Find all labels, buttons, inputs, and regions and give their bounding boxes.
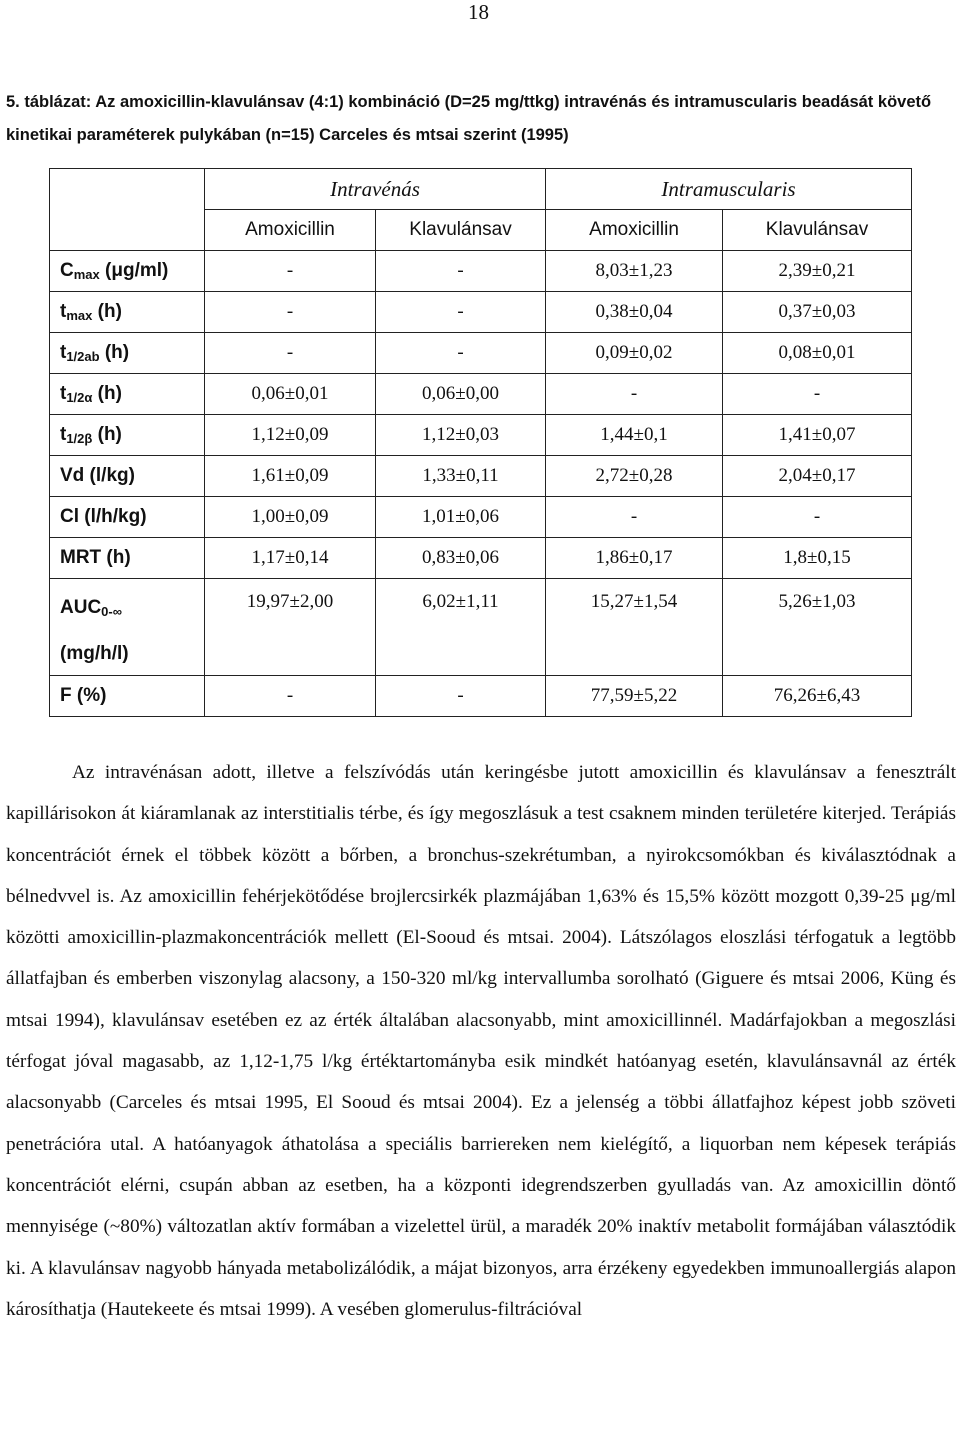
table-cell: 1,12±0,03	[376, 415, 546, 456]
table-cell: -	[376, 676, 546, 717]
table-caption: 5. táblázat: Az amoxicillin-klavulánsav (4:1) kombináció (D=25 mg/ttkg) intravénás és intramuscularis beadását követő kinetikai paraméterek pulykában (n=15) Carceles és mtsai szerint (1995)	[6, 93, 932, 144]
table-cell: -	[376, 292, 546, 333]
table-body	[50, 251, 912, 717]
table-cell: 2,39±0,21	[723, 251, 912, 292]
row-label-unit: (h)	[92, 424, 122, 445]
row-label-main: MRT (h)	[60, 547, 131, 568]
row-label	[50, 292, 205, 333]
row-label-main: t	[60, 383, 67, 404]
kinetic-parameters-table	[49, 168, 912, 717]
table-cell: 5,26±1,03	[723, 579, 912, 676]
table-group-header-row	[50, 169, 912, 210]
row-label-unit: (h)	[99, 342, 130, 363]
group-header-intravenous: Intravénás	[205, 169, 546, 210]
table-row	[50, 676, 912, 717]
table-cell: 0,38±0,04	[546, 292, 723, 333]
table-cell: 77,59±5,22	[546, 676, 723, 717]
table-cell: -	[376, 333, 546, 374]
sub-header-im-amoxicillin: Amoxicillin	[546, 210, 723, 251]
table-cell: -	[723, 374, 912, 415]
table-cell: 8,03±1,23	[546, 251, 723, 292]
table-cell: 1,12±0,09	[205, 415, 376, 456]
row-label-unit: (h)	[92, 301, 122, 322]
row-label-subscript: max	[66, 308, 93, 323]
table-cell: -	[723, 497, 912, 538]
table-row	[50, 415, 912, 456]
table-cell: 1,17±0,14	[205, 538, 376, 579]
row-label-unit: (μg/ml)	[99, 260, 169, 281]
row-label-main: F (%)	[60, 685, 107, 706]
table-cell: -	[205, 333, 376, 374]
row-label	[50, 333, 205, 374]
body-paragraph	[6, 752, 956, 1330]
row-label-main: AUC	[60, 597, 102, 618]
row-label-unit: (mg/h/l)	[60, 643, 129, 664]
row-label-main: t	[60, 424, 67, 445]
row-label-subscript: max	[73, 267, 100, 282]
table-cell: 1,86±0,17	[546, 538, 723, 579]
table-cell: -	[546, 497, 723, 538]
row-label-subscript: 1/2ab	[66, 349, 100, 364]
row-label	[50, 251, 205, 292]
row-label	[50, 497, 205, 538]
table-cell: 2,72±0,28	[546, 456, 723, 497]
table-cell: 2,04±0,17	[723, 456, 912, 497]
row-label-main: C	[60, 260, 74, 281]
page-number: 18	[468, 0, 489, 24]
table-cell: 1,33±0,11	[376, 456, 546, 497]
row-label	[50, 538, 205, 579]
table-row	[50, 579, 912, 676]
row-label	[50, 415, 205, 456]
table-cell: 0,06±0,01	[205, 374, 376, 415]
table-cell: 15,27±1,54	[546, 579, 723, 676]
table-cell: 6,02±1,11	[376, 579, 546, 676]
row-label-subscript: 0-∞	[101, 604, 122, 619]
row-label-unit: (h)	[92, 383, 122, 404]
table-cell: -	[205, 292, 376, 333]
row-label-main: t	[60, 301, 67, 322]
table-cell: 0,09±0,02	[546, 333, 723, 374]
row-label-main: t	[60, 342, 67, 363]
table-cell: -	[546, 374, 723, 415]
row-label	[50, 579, 205, 676]
table-cell: 1,8±0,15	[723, 538, 912, 579]
table-row	[50, 456, 912, 497]
table-corner-cell	[50, 169, 205, 251]
table-row	[50, 292, 912, 333]
sub-header-iv-amoxicillin: Amoxicillin	[205, 210, 376, 251]
group-header-intramuscular: Intramuscularis	[546, 169, 912, 210]
table-row	[50, 333, 912, 374]
row-label-subscript: 1/2β	[66, 431, 93, 446]
table-row	[50, 251, 912, 292]
table-row	[50, 374, 912, 415]
table-cell: 1,61±0,09	[205, 456, 376, 497]
table-cell: 76,26±6,43	[723, 676, 912, 717]
table-cell: 0,08±0,01	[723, 333, 912, 374]
table-cell: 0,06±0,00	[376, 374, 546, 415]
row-label-main: Vd (l/kg)	[60, 465, 135, 486]
table-cell: -	[376, 251, 546, 292]
table-cell: 19,97±2,00	[205, 579, 376, 676]
table-row	[50, 538, 912, 579]
table-cell: 0,83±0,06	[376, 538, 546, 579]
row-label-main: Cl (l/h/kg)	[60, 506, 147, 527]
row-label	[50, 374, 205, 415]
table-cell: 0,37±0,03	[723, 292, 912, 333]
table-cell: 1,41±0,07	[723, 415, 912, 456]
table-cell: 1,01±0,06	[376, 497, 546, 538]
row-label	[50, 676, 205, 717]
table-cell: 1,44±0,1	[546, 415, 723, 456]
sub-header-iv-clavulanic: Klavulánsav	[376, 210, 546, 251]
table-cell: 1,00±0,09	[205, 497, 376, 538]
row-label-subscript: 1/2α	[66, 390, 93, 405]
body-paragraph-text: Az intravénásan adott, illetve a felszívódás után keringésbe jutott amoxicillin és klavulánsav a fenesztrált kapillárisokon át kiáramlanak az interstitialis térbe, és így megoszlásuk a test csaknem minden területére kiterjed. Terápiás koncentrációt érnek el többek között a bőrben, a bronchus-szekrétumban, a nyirokcsomókban és kiválasztódnak a bélnedvvel is. Az amoxicillin fehérjekötődése brojlercsirkék plazmájában 1,63% és 15,5% között mozgott 0,39-25 μg/ml közötti amoxicillin-plazmakoncentrációk mellett (El-Sooud és mtsai. 2004). Látszólagos eloszlási térfogatuk a legtöbb állatfajban és emberben viszonylag alacsony, a 150-320 ml/kg intervallumba sorolható (Giguere és mtsai 2006, Küng és mtsai 1994), klavulánsav esetében ez az érték általában alacsonyabb, mint amoxicillinnél. Madárfajokban a megoszlási térfogat jóval magasabb, az 1,12-1,75 l/kg értéktartományba esik mindkét hatóanyag esetén, klavulánsavnál az érték alacsonyabb (Carceles és mtsai 1995, El Sooud és mtsai 2004). Ez a jelenség a többi állatfajhoz képest jobb szöveti penetrációra utal. A hatóanyagok áthatolása a speciális barriereken nem kielégítő, a liquorban nem képesek terápiás koncentrációt elérni, csupán abban az esetben, ha a központi idegrendszerben gyulladás van. Az amoxicillin döntő mennyisége (~80%) változatlan aktív formában a vizelettel ürül, a maradék 20% inaktív metabolit formájában választódik ki. A klavulánsav nagyobb hányada metabolizálódik, a májat bizonyos, arra érzékeny egyedekben immunoallergiás alapon károsíthatja (Hautekeete és mtsai 1999). A vesében glomerulus-filtrációval	[6, 762, 956, 1320]
sub-header-im-clavulanic: Klavulánsav	[723, 210, 912, 251]
row-label	[50, 456, 205, 497]
table-row	[50, 497, 912, 538]
table-cell: -	[205, 251, 376, 292]
table-cell: -	[205, 676, 376, 717]
